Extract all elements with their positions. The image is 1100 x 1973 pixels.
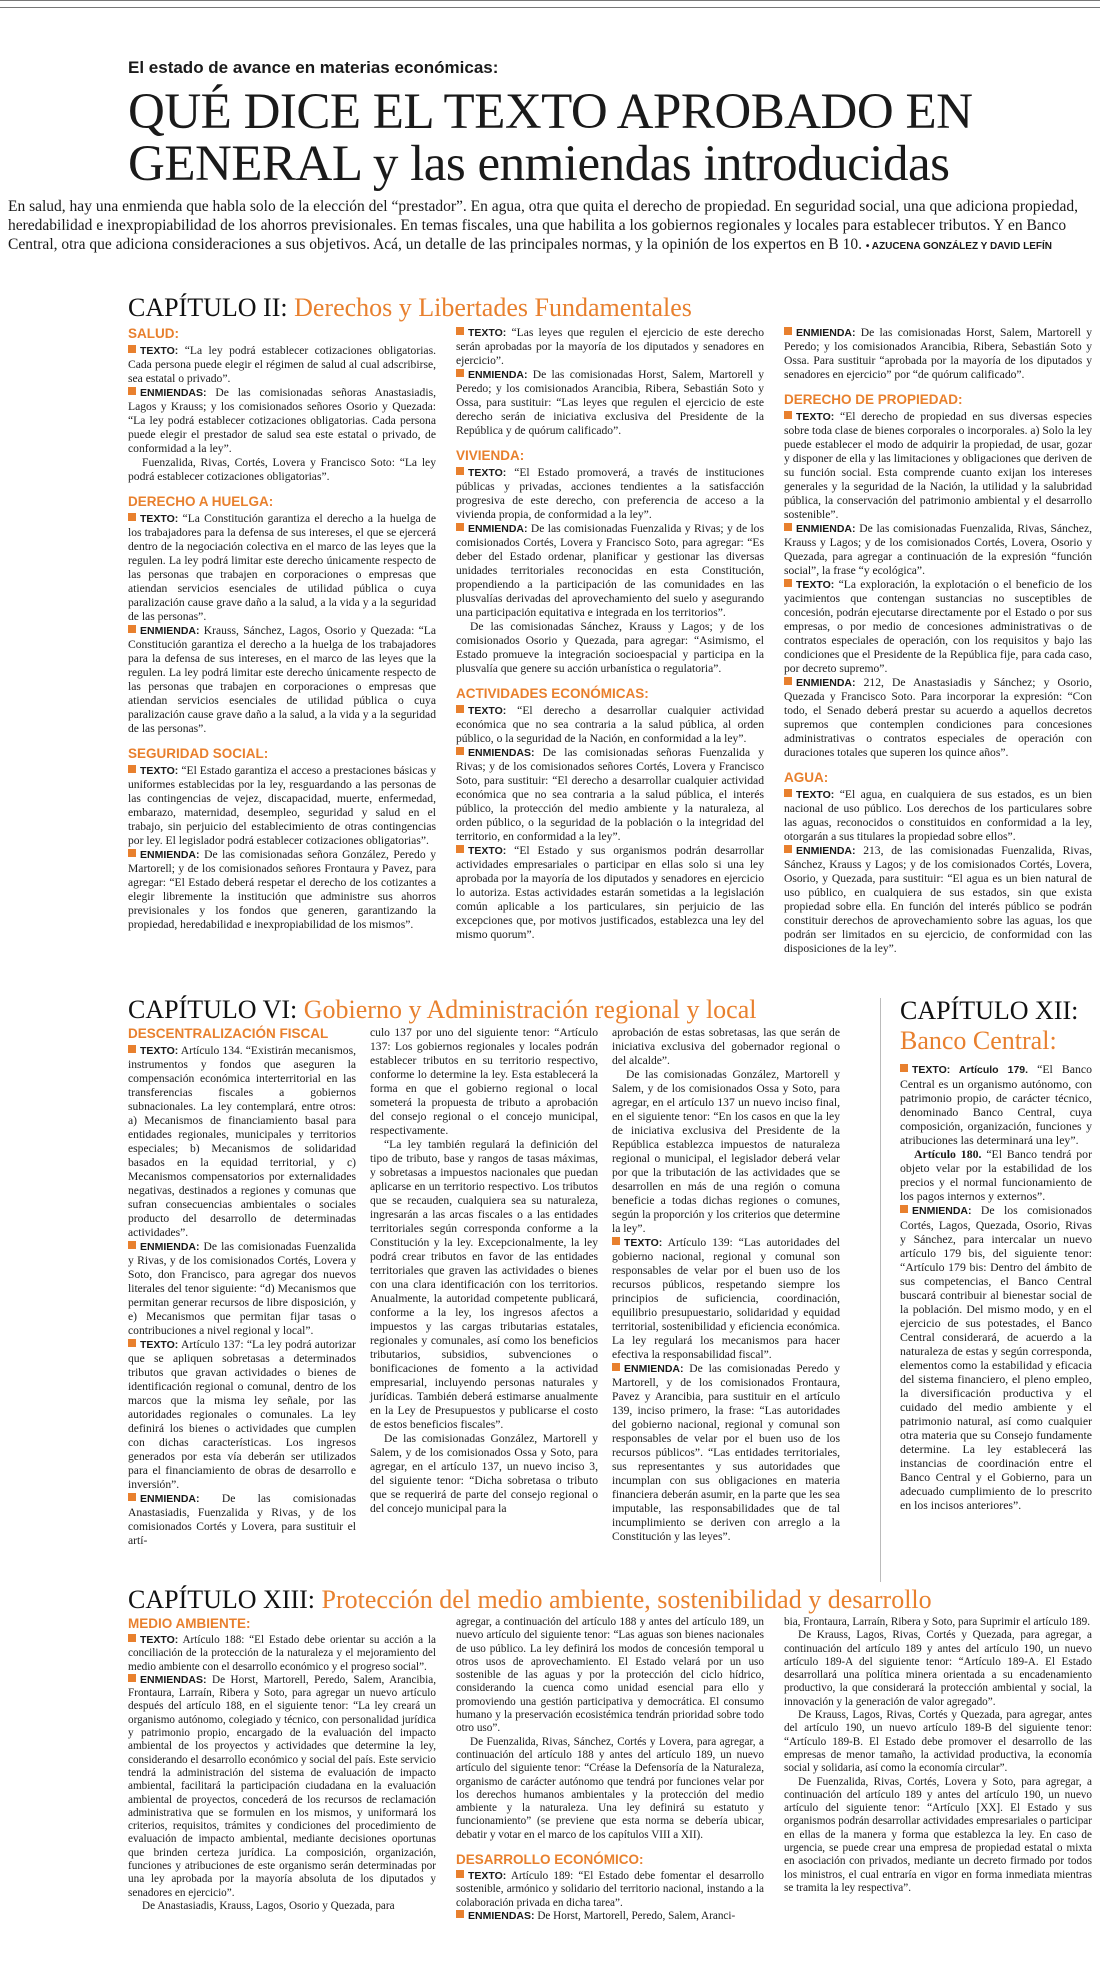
- bullet-square-icon: [456, 1910, 464, 1918]
- bullet-square-icon: [128, 1241, 136, 1249]
- lede: [8, 197, 1088, 256]
- chapter-name: Derechos y Libertades Fundamentales: [294, 293, 692, 322]
- paragraph: aprobación de estas sobretasas, las que serán de iniciativa exclusiva del gobernador regional o del alcalde”.: [612, 1026, 840, 1067]
- bullet-square-icon: [784, 327, 792, 335]
- section-heading: ACTIVIDADES ECONÓMICAS:: [456, 686, 649, 701]
- bullet-square-icon: [128, 625, 136, 633]
- paragraph: Artículo 180. “El Banco tendrá por objeto velar por la estabilidad de los precios y el normal funcionamiento de los pagos internos y externos”.: [900, 1147, 1092, 1203]
- section-heading: DERECHO DE PROPIEDAD:: [784, 392, 963, 407]
- paragraph: De Krauss, Lagos, Rivas, Cortés y Quezada, para agregar, a continuación del artículo 189 y antes del artículo 190, un nuevo artículo 189-A del siguiente tenor: “Artículo 189-A. El Estado desarrollará una política minera orientada a su encadenamiento productivo, la que considerará la protección ambiental y social, la innovación y la generación de valor agregado”.: [784, 1629, 1092, 1708]
- bullet-square-icon: [456, 845, 464, 853]
- paragraph: TEXTO: “El Estado garantiza el acceso a prestaciones básicas y uniformes establecidas por la ley, resguardando a las personas de las contingencias de vejez, discapacidad, muerte, enfermedad, embarazo, maternidad, desempleo, seguridad y salud en el trabajo, sin perjuicio del establecimiento de otras contingencias por ley. El legislador podrá establecer cotizaciones obligatorias”.: [128, 764, 436, 847]
- section-heading: SEGURIDAD SOCIAL:: [128, 746, 269, 761]
- paragraph: ENMIENDA: De las comisionadas Fuenzalida, Rivas, Sánchez, Krauss y Lagos; y de los comisionados Cortés, Lovera, Osorio y Quezada, para agregar a continuación de la expresión “función social”, la frase “y ecológica”.: [784, 522, 1092, 577]
- bullet-square-icon: [456, 705, 464, 713]
- paragraph: De las comisionadas Sánchez, Krauss y Lagos; y de los comisionados Osorio y Quezada, para agregar: “Asimismo, el Estado promueve la integración socioespacial y participa en la plusvalía que genere su acción urbanística o regulatoria”.: [456, 620, 764, 675]
- kicker: El estado de avance en materias económicas:: [128, 58, 499, 77]
- ch2-column-3: [784, 326, 1092, 956]
- bullet-square-icon: [456, 467, 464, 475]
- top-rule: [0, 0, 1100, 8]
- ch6-column-2: [370, 1026, 598, 1516]
- section-heading: SALUD:: [128, 326, 179, 341]
- bullet-square-icon: [128, 765, 136, 773]
- paragraph: ENMIENDAS: De Horst, Martorell, Peredo, Salem, Arancibia, Frontaura, Larraín, Ribera y Soto, para agregar un nuevo artículo después del artículo 188, en el siguiente tenor: “La ley creará un organismo autónomo, colegiado y técnico, con personalidad jurídica y patrimonio propio, encargado de la evaluación del impacto ambiental de los proyectos y actividades que determine la ley, considerando el desarrollo económico y social del país. Este servicio tendrá la administración del sistema de evaluación de impacto ambiental, facilitará la participación ciudadana en la evaluación ambiental de proyectos, concederá de los recursos de reclamación administrativa que se formulen en los mismos, y uniformará los criterios, requisitos, trámites y condiciones del procedimiento de evaluación de impacto ambiental, mediante decisiones oportunas que brinden certeza jurídica. La composición, organización, funciones y atribuciones de este organismo serán determinadas por una ley aprobada por la mayoría absoluta de los diputados y senadores en ejercicio”.: [128, 1673, 436, 1899]
- bullet-square-icon: [784, 579, 792, 587]
- paragraph: ENMIENDAS: De las comisionadas señoras Fuenzalida y Rivas; y de los comisionados señores Cortés, Lovera y Francisco Soto, para sustituir: “El derecho a desarrollar cualquier actividad económica que no sea contraria a la salud pública, el interés público, la protección del medio ambiente y la naturaleza, al orden público, o la seguridad de la población o la integridad del territorio, en conformidad a la ley”.: [456, 746, 764, 843]
- bullet-square-icon: [128, 1493, 136, 1501]
- chapter-2-title: [128, 294, 692, 322]
- paragraph: De las comisionadas González, Martorell y Salem, y de los comisionados Ossa y Soto, para agregar, en el artículo 137 un nuevo inciso final, en el siguiente tenor: “En los casos en que la ley de iniciativa exclusiva del Presidente de la República establezca impuestos de naturaleza regional o municipal, el legislador deberá velar por que la tributación de las actividades que se desarrollen en más de una región o comuna beneficie a todas dichas regiones o comunes, según la proporción y los criterios que determine la ley”.: [612, 1068, 840, 1235]
- paragraph: TEXTO: “El agua, en cualquiera de sus estados, es un bien nacional de uso público. Los derechos de los particulares sobre las aguas, reconocidos o constituidos en conformidad a la ley, otorgarán a sus titulares la propiedad sobre ellos”.: [784, 788, 1092, 843]
- bullet-square-icon: [128, 1339, 136, 1347]
- paragraph: ENMIENDAS: De las comisionadas señoras Anastasiadis, Lagos y Krauss; y los comisionados señores Osorio y Quezada: “La ley podrá establecer cotizaciones obligatorias. Cada persona puede elegir el prestador de salud sea este estatal o privado, de conformidad a la ley”.: [128, 386, 436, 455]
- paragraph: TEXTO: Artículo 179. “El Banco Central es un organismo autónomo, con patrimonio propio, de carácter técnico, denominado Banco Central, cuya composición, organización, funciones y atribuciones las determinará una ley”.: [900, 1062, 1092, 1147]
- bullet-square-icon: [456, 369, 464, 377]
- chapter-number: CAPÍTULO II:: [128, 293, 295, 322]
- paragraph: TEXTO: “El Estado y sus organismos podrán desarrollar actividades empresariales o participar en ellas solo si una ley aprobada por la mayoría de los diputados y senadores en ejercicio lo autoriza. Estas actividades estarán sometidas a la legislación común aplicable a los particulares, sin perjuicio de las excepciones que, por motivos justificados, establezca una ley del mismo quorum”.: [456, 844, 764, 941]
- bullet-square-icon: [128, 345, 136, 353]
- paragraph: agregar, a continuación del artículo 188 y antes del artículo 189, un nuevo artículo del siguiente tenor: “Las aguas son bienes nacionales de uso público. La ley definirá los modos de concesión temporal u otros usos de aprovechamiento. El Estado velará por un uso sostenible de las aguas y por la protección del ciclo hídrico, considerando la cuenca como unidad esencial para ello y promoviendo una gestión participativa y democrática. El consumo humano y la preservación ecosistémica tendrán prioridad sobre todo otro uso”.: [456, 1616, 764, 1735]
- bullet-square-icon: [784, 411, 792, 419]
- chapter-number: CAPÍTULO VI:: [128, 995, 304, 1024]
- section-heading: DESCENTRALIZACIÓN FISCAL: [128, 1026, 329, 1041]
- chapter-13-title: [128, 1586, 932, 1614]
- paragraph: culo 137 por uno del siguiente tenor: “Artículo 137: Los gobiernos regionales y locales podrán establecer tributos en su territorio respectivo, conforme lo determine la ley. Esta establecerá la forma en que el gobierno regional o local someterá la propuesta de tributo a aprobación del consejo regional o el concejo municipal, respectivamente.: [370, 1026, 598, 1137]
- chapter-name: Protección del medio ambiente, sostenibilidad y desarrollo: [321, 1585, 932, 1614]
- ch6-column-1: [128, 1026, 356, 1548]
- bullet-square-icon: [900, 1064, 908, 1072]
- bullet-square-icon: [456, 327, 464, 335]
- bullet-square-icon: [456, 747, 464, 755]
- paragraph: ENMIENDA: De las comisionadas Horst, Salem, Martorell y Peredo; y los comisionados Arancibia, Ribera, Sebastián Soto y Ossa, para sustituir: “Las leyes que regulen el ejercicio de este derecho serán de iniciativa exclusiva del Presidente de la República y de quórum calificado”.: [456, 368, 764, 437]
- paragraph: TEXTO: Artículo 134. “Existirán mecanismos, instrumentos y fondos que aseguren la compensación económica interterritorial en las transferencias fiscales a gobiernos subnacionales. La ley contemplará, entre otros: a) Mecanismos de financiamiento basal para entidades regionales, municipales y territorios especiales; b) Mecanismos de solidaridad basados en la equidad territorial, y c) Mecanismos compensatorios por externalidades negativas, destinados a regiones y comunas que sufran consecuencias ambientales o sociales producto del desarrollo de determinadas actividades”.: [128, 1044, 356, 1239]
- paragraph: bia, Frontaura, Larraín, Ribera y Soto, para Suprimir el artículo 189.: [784, 1616, 1091, 1628]
- paragraph: TEXTO: “El derecho de propiedad en sus diversas especies sobre toda clase de bienes corporales o incorporales. a) Solo la ley puede establecer el modo de adquirir la propiedad, de usar, gozar y disponer de ella y las limitaciones y obligaciones que deriven de su función social. Esta comprende cuanto exijan los intereses generales y la seguridad de la Nación, la utilidad y la salubridad pública, la conservación del patrimonio ambiental y el desarrollo sostenible”.: [784, 410, 1092, 521]
- bullet-square-icon: [456, 1870, 464, 1878]
- bullet-square-icon: [612, 1237, 620, 1245]
- paragraph: ENMIENDA: De los comisionados Cortés, Lagos, Quezada, Osorio, Rivas y Sánchez, para intercalar un nuevo artículo 179 bis, del siguiente tenor: “Artículo 179 bis: Dentro del ámbito de sus competencias, el Banco Central buscará contribuir al bienestar social de la población. Del mismo modo, y en el ejercicio de sus potestades, el Banco Central considerará, de acuerdo a la naturaleza de estas y según corresponda, elementos como la estabilidad y eficacia del sistema financiero, el pleno empleo, la diversificación productiva y el cuidado del medio ambiente y el patrimonio natural, así como cualquier otra materia que su Consejo fundamente determine. La ley establecerá las instancias de coordinación entre el Banco Central y el Gobierno, para un adecuado cumplimiento de lo prescrito en los incisos anteriores”.: [900, 1203, 1092, 1512]
- paragraph: ENMIENDA: 213, de las comisionadas Fuenzalida, Rivas, Sánchez, Krauss y Lagos; y de los comisionados Cortés, Lovera, Osorio, y Quezada, para sustituir: “El agua es un bien natural de uso público, en cualquiera de sus estados, sin que exista propiedad sobre ella. En función del interés público se podrán constituir derechos de aprovechamiento sobre las aguas, los que podrán ser limitados en su ejercicio, de conformidad con las disposiciones de la ley”.: [784, 844, 1092, 955]
- byline: • AZUCENA GONZÁLEZ Y DAVID LEFÍN: [865, 241, 1052, 252]
- paragraph: De Fuenzalida, Rivas, Cortés, Lovera y Soto, para agregar, a continuación del artículo 189 y antes del artículo 190, un nuevo artículo del siguiente tenor: “Artículo [XX]. El Estado y sus organismos podrán desarrollar actividades empresariales o participar en ellas de la manera y forma que establezca la ley. En caso de urgencia, se puede crear una empresa de propiedad estatal o mixta en asociación con privados, mediante un decreto firmado por todos los ministros, el cual entraría en vigor en forma inmediata mientras se tramita la ley respectiva”.: [784, 1775, 1092, 1894]
- chapter-number: CAPÍTULO XIII:: [128, 1585, 322, 1614]
- ch13-column-3: [784, 1616, 1092, 1895]
- paragraph: De las comisionadas González, Martorell y Salem, y de los comisionados Ossa y Soto, para agregar, en el artículo 137, un nuevo inciso 3, del siguiente tenor: “Dicha sobretasa o tributo que se requerirá de parte del consejo regional o del concejo municipal para la: [370, 1432, 598, 1515]
- ch13-column-2: [456, 1616, 764, 1923]
- ch2-column-1: [128, 326, 436, 932]
- paragraph: De Fuenzalida, Rivas, Sánchez, Cortés y Lovera, para agregar, a continuación del artículo 188 y antes del artículo 189, un nuevo artículo del siguiente tenor: “Créase la Defensoría de la Naturaleza, organismo de carácter autónomo que tendrá por funciones velar por los derechos humanos ambientales y la protección del medio ambiente y la naturaleza. Una ley definirá su estatuto y funcionamiento” (se previene que esta norma se debería ubicar, debatir y votar en el marco de los capítulos VIII a XII).: [456, 1735, 764, 1841]
- bullet-square-icon: [128, 387, 136, 395]
- ch6-column-3: [612, 1026, 840, 1544]
- paragraph: De Anastasiadis, Krauss, Lagos, Osorio y Quezada, para: [142, 1899, 395, 1912]
- paragraph: ENMIENDA: De las comisionadas Fuenzalida y Rivas, y de los comisionados Cortés, Lovera y Soto, don Francisco, para agregar dos nuevos literales del tenor siguiente: “d) Mecanismos que permitan generar recursos de libre disposición, y e) Mecanismos que permitan fijar tasas o contribuciones a nivel regional y local”.: [128, 1240, 356, 1337]
- section-heading: DESARROLLO ECONÓMICO:: [456, 1852, 644, 1868]
- bullet-square-icon: [456, 523, 464, 531]
- bullet-square-icon: [784, 677, 792, 685]
- paragraph: TEXTO: Artículo 189: “El Estado debe fomentar el desarrollo sostenible, armónico y solidario del territorio nacional, instando a la colaboración privada en dicha tarea”.: [456, 1870, 764, 1909]
- paragraph: TEXTO: “La exploración, la explotación o el beneficio de los yacimientos que contengan sustancias no susceptibles de concesión, podrán ejecutarse directamente por el Estado o por sus empresas, o por medio de concesiones administrativas o de contratos especiales de operación, con los requisitos y bajo las condiciones que el Presidente de la República fije, para cada caso, por decreto supremo”.: [784, 578, 1092, 675]
- section-heading: VIVIENDA:: [456, 448, 525, 463]
- paragraph: ENMIENDA: De las comisionadas señora González, Peredo y Martorell; y de los comisionados señores Frontaura y Pavez, para agregar: “El Estado deberá respetar el derecho de los cotizantes a elegir libremente la institución que administre sus ahorros previsionales y los fondos que generen, garantizando la propiedad, heredabilidad e inexpropiabilidad de los mismos”.: [128, 848, 436, 931]
- paragraph: ENMIENDA: De las comisionadas Horst, Salem, Martorell y Peredo; y los comisionados Arancibia, Ribera, Sebastián Soto y Ossa. Para sustituir “aprobada por la mayoría de los diputados y senadores en ejercicio” por “de quórum calificado”.: [784, 326, 1092, 381]
- paragraph: ENMIENDAS: De Horst, Martorell, Peredo, Salem, Aranci-: [456, 1910, 764, 1923]
- ch12-column: [900, 1062, 1092, 1512]
- chapter-number: CAPÍTULO XII:: [900, 996, 1079, 1025]
- chapter-6-title: [128, 996, 756, 1024]
- bullet-square-icon: [784, 845, 792, 853]
- paragraph: TEXTO: “El derecho a desarrollar cualquier actividad económica que no sea contraria a la salud pública, al orden público, o la seguridad de la Nación, en conformidad a la ley”.: [456, 704, 764, 745]
- bullet-square-icon: [128, 849, 136, 857]
- chapter-name: Banco Central:: [900, 1026, 1057, 1055]
- bullet-square-icon: [128, 1634, 136, 1642]
- bullet-square-icon: [784, 523, 792, 531]
- section-heading: MEDIO AMBIENTE:: [128, 1616, 251, 1631]
- section-heading: AGUA:: [784, 770, 829, 785]
- bullet-square-icon: [128, 1674, 136, 1682]
- paragraph: ENMIENDA: De las comisionadas Anastasiadis, Fuenzalida y Rivas, y de los comisionados Cortés y Lovera, para sustituir el artí-: [128, 1492, 356, 1547]
- paragraph: TEXTO: Artículo 137: “La ley podrá autorizar que se apliquen sobretasas a determinados tributos que gravan actividades o bienes de identificación regional o comunal, dentro de los marcos que la misma ley señale, por las autoridades regionales o comunales. La ley definirá los bienes o actividades que cumplen con dichas características. Los ingresos generados por esta vía deberán ser utilizados para el financiamiento de obras de desarrollo e inversión”.: [128, 1338, 356, 1491]
- paragraph: TEXTO: “La Constitución garantiza el derecho a la huelga de los trabajadores para la defensa de sus intereses, el que se ejercerá dentro de la negociación colectiva en el marco de las leyes que la regulen. La ley podrá limitar este derecho únicamente respecto de las personas que trabajen en corporaciones o empresas que atiendan servicios esenciales de utilidad pública o cuya paralización cause grave daño a la salud, a la vida y a la seguridad de las personas”.: [128, 512, 436, 623]
- paragraph: De Krauss, Lagos, Rivas, Cortés y Quezada, para agregar, antes del artículo 190, un nuevo artículo 189-B del siguiente tenor: “Artículo 189-B. El Estado debe promover el desarrollo de las empresas de menor tamaño, la actividad productiva, la economía social y solidaria, así como la economía circular”.: [784, 1709, 1092, 1775]
- paragraph: TEXTO: “El Estado promoverá, a través de instituciones públicas y privadas, acciones tendientes a la satisfacción progresiva de este derecho, con preferencia de acceso a la vivienda propia, de conformidad a la ley”.: [456, 466, 764, 521]
- bullet-square-icon: [128, 513, 136, 521]
- bullet-square-icon: [128, 1045, 136, 1053]
- paragraph: TEXTO: “La ley podrá establecer cotizaciones obligatorias. Cada persona puede elegir el régimen de salud al cual adscribirse, sea estatal o privado”.: [128, 344, 436, 385]
- paragraph: Fuenzalida, Rivas, Cortés, Lovera y Francisco Soto: “La ley podrá establecer cotizaciones obligatorias”.: [128, 456, 436, 483]
- chapter-name: Gobierno y Administración regional y local: [303, 995, 757, 1024]
- paragraph: TEXTO: Artículo 139: “Las autoridades del gobierno nacional, regional y comunal son responsables de velar por el buen uso de los recursos públicos, respetando siempre los principios de suficiencia, coordinación, equilibrio presupuestario, solidaridad y equidad territorial, sostenibilidad y eficiencia económica. La ley regulará los mecanismos para hacer efectiva la responsabilidad fiscal”.: [612, 1236, 840, 1361]
- paragraph: ENMIENDA: De las comisionadas Fuenzalida y Rivas; y de los comisionados Cortés, Lovera y Francisco Soto, para agregar: “Es deber del Estado ordenar, planificar y gestionar las diversas unidades territoriales reconocidas en esta Constitución, propendiendo a la participación de las comunidades en las plusvalías derivadas del aprovechamiento del suelo y asegurando una participación equitativa e integrada en los territorios”.: [456, 522, 764, 619]
- paragraph: TEXTO: “Las leyes que regulen el ejercicio de este derecho serán aprobadas por la mayoría de los diputados y senadores en ejercicio”.: [456, 326, 764, 367]
- section-heading: DERECHO A HUELGA:: [128, 494, 274, 509]
- bullet-square-icon: [612, 1363, 620, 1371]
- headline: QUÉ DICE EL TEXTO APROBADO EN GENERAL y las enmiendas introducidas: [128, 84, 973, 192]
- bullet-square-icon: [784, 789, 792, 797]
- chapter-12-title: [900, 996, 1078, 1056]
- bullet-square-icon: [900, 1205, 908, 1213]
- paragraph: ENMIENDA: 212, De Anastasiadis y Sánchez; y Osorio, Quezada y Francisco Soto. Para incorporar la expresión: “Con todo, el Senado deberá prestar su acuerdo a aquellos decretos supremos que contemplen condiciones para concesiones administrativas o contratos especiales de operación con duraciones totales que superen los quince años”.: [784, 676, 1092, 759]
- paragraph: “La ley también regulará la definición del tipo de tributo, base y rangos de tasas máximas, y sobretasas a impuestos nacionales que puedan aplicarse en un territorio respectivo. Los tributos que se recauden, cualquiera sea su naturaleza, ingresarán a las arcas fiscales o a las entidades territoriales según corresponda conforme a la Constitución y la ley. Excepcionalmente, la ley podrá crear tributos en favor de las entidades territoriales que graven las actividades o bienes con una clara identificación con los territorios. Anualmente, la autoridad competente publicará, conforme a la ley, los ingresos afectos a impuestos y las cargas tributarias estatales, regionales y comunales, así como los beneficios tributarios, subsidios, subvenciones o bonificaciones de fomento a la actividad empresarial, incluyendo personas naturales y jurídicas. También deberá estimarse anualmente en la Ley de Presupuestos y publicarse el costo de estos beneficios fiscales”.: [370, 1138, 598, 1431]
- column-divider: [880, 998, 881, 1582]
- ch13-column-1: [128, 1616, 436, 1913]
- paragraph: ENMIENDA: De las comisionadas Peredo y Martorell, y de los comisionados Frontaura, Pavez y Arancibia, para sustituir en el artículo 139, inciso primero, la frase: “Las autoridades del gobierno nacional, regional y comunal son responsables de velar por el buen uso de los recursos públicos”. “Las entidades territoriales, sus representantes y sus autoridades que incumplan con sus obligaciones en materia financiera deberán asumir, en la parte que les sea imputable, las responsabilidades que de tal incumplimiento se deriven con arreglo a la Constitución y las leyes”.: [612, 1362, 840, 1543]
- lede-text: En salud, hay una enmienda que habla solo de la elección del “prestador”. En agua, otra que quita el derecho de propiedad. En seguridad social, una que adiciona propiedad, heredabilidad e inexpropiabilidad de los ahorros previsionales. En temas fiscales, una que habilita a los gobiernos regionales y locales para establecer tributos. Y en Banco Central, otra que adiciona consideraciones a sus objetivos. Acá, un detalle de las principales normas, y la opinión de los expertos en B 10.: [8, 198, 1078, 253]
- paragraph: TEXTO: Artículo 188: “El Estado debe orientar su acción a la conciliación de la protección de la naturaleza y el mejoramiento del medio ambiente con el desarrollo económico y el progreso social”.: [128, 1634, 436, 1673]
- ch2-column-2: [456, 326, 764, 942]
- paragraph: ENMIENDA: Krauss, Sánchez, Lagos, Osorio y Quezada: “La Constitución garantiza el derecho a la huelga de los trabajadores para la defensa de sus intereses, en el marco de las leyes que la regulen. La ley podrá limitar este derecho únicamente respecto de las personas que trabajen en corporaciones o empresas que atiendan servicios esenciales de utilidad pública o cuya paralización cause grave daño a la salud, a la vida y a la seguridad de las personas”.: [128, 624, 436, 735]
